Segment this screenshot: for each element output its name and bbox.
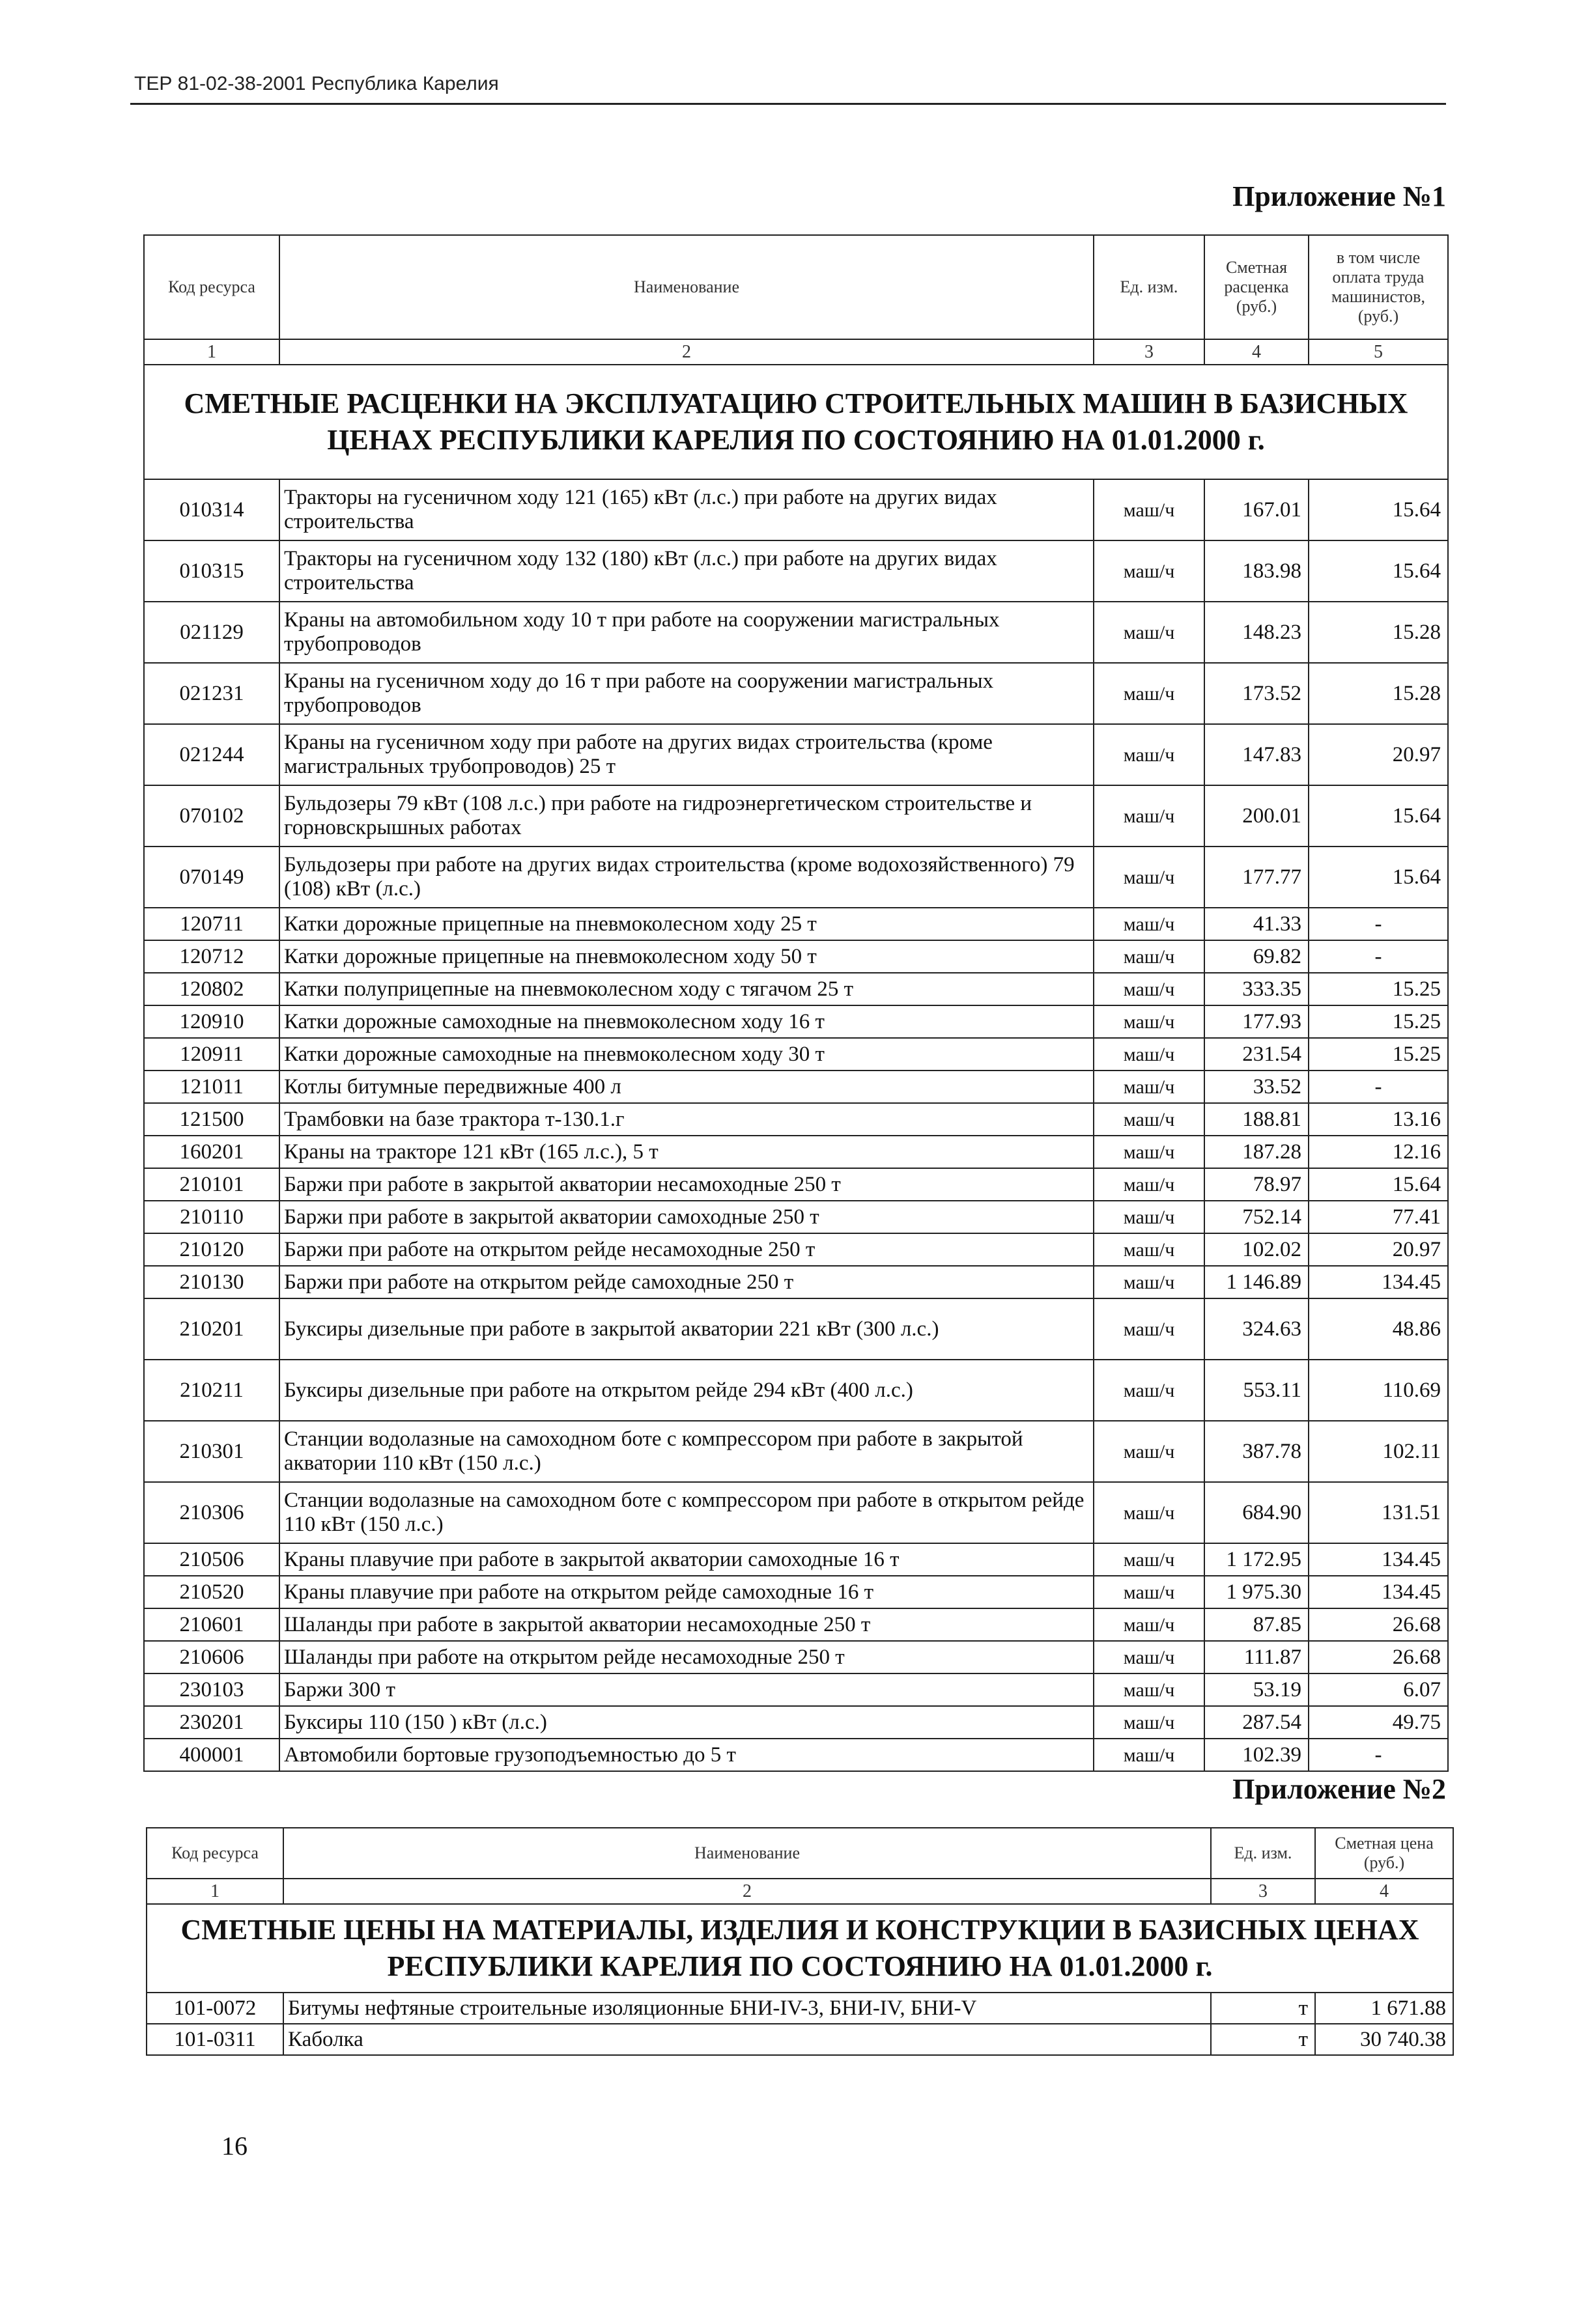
table-row [144,663,1448,724]
operator-wages: - [1309,908,1448,940]
estimated-rate: 102.39 [1204,1739,1309,1771]
resource-name: Битумы нефтяные строительные изоляционные БНИ-IV-3, БНИ-IV, БНИ-V [283,1993,1211,2024]
resource-name: Катки полуприцепные на пневмоколесном ходу с тягачом 25 т [279,973,1094,1005]
unit-of-measure: маш/ч [1094,1266,1204,1298]
unit-of-measure: маш/ч [1094,1360,1204,1421]
estimated-rate: 287.54 [1204,1706,1309,1739]
section-title: СМЕТНЫЕ РАСЦЕНКИ НА ЭКСПЛУАТАЦИЮ СТРОИТЕЛЬНЫХ МАШИН В БАЗИСНЫХ ЦЕНАХ РЕСПУБЛИКИ КАРЕЛИЯ ПО СОСТОЯНИЮ НА 01.01.2000 г. [144,365,1448,479]
estimated-rate: 41.33 [1204,908,1309,940]
estimated-rate: 78.97 [1204,1168,1309,1201]
unit-of-measure: маш/ч [1094,1543,1204,1576]
estimated-rate: 188.81 [1204,1103,1309,1136]
table-row [144,908,1448,940]
operator-wages: 102.11 [1309,1421,1448,1482]
unit-of-measure: маш/ч [1094,1233,1204,1266]
col-header-labor: в том числе оплата труда машинистов, (руб.) [1309,235,1448,339]
col-header-unit: Ед. изм. [1094,235,1204,339]
resource-name: Станции водолазные на самоходном боте с компрессором при работе в закрытой акватории 110 кВт (150 л.с.) [279,1421,1094,1482]
estimated-rate: 111.87 [1204,1641,1309,1673]
unit-of-measure: маш/ч [1094,1482,1204,1543]
appendix-1-title: Приложение №1 [1232,180,1446,212]
operator-wages: 15.64 [1309,847,1448,908]
estimated-rate: 231.54 [1204,1038,1309,1071]
operator-wages: 77.41 [1309,1201,1448,1233]
appendix-2-title: Приложение №2 [1232,1773,1446,1805]
resource-name: Баржи при работе на открытом рейде самоходные 250 т [279,1266,1094,1298]
unit-of-measure: маш/ч [1094,1103,1204,1136]
resource-code: 021231 [144,663,279,724]
operator-wages: 134.45 [1309,1576,1448,1608]
estimated-price: 1 671.88 [1315,1993,1453,2024]
table-row [144,1005,1448,1038]
unit-of-measure: маш/ч [1094,1168,1204,1201]
resource-code: 070149 [144,847,279,908]
resource-name: Шаланды при работе на открытом рейде несамоходные 250 т [279,1641,1094,1673]
section-banner-row [147,1904,1453,1993]
resource-code: 101-0072 [147,1993,283,2024]
table-row [144,1136,1448,1168]
unit-of-measure: маш/ч [1094,663,1204,724]
resource-name: Станции водолазные на самоходном боте с компрессором при работе в открытом рейде 110 кВт (150 л.с.) [279,1482,1094,1543]
operator-wages: - [1309,1739,1448,1771]
estimated-rate: 183.98 [1204,540,1309,602]
operator-wages: 134.45 [1309,1266,1448,1298]
resource-name: Краны на автомобильном ходу 10 т при работе на сооружении магистральных трубопроводов [279,602,1094,663]
operator-wages: 15.28 [1309,663,1448,724]
resource-name: Тракторы на гусеничном ходу 132 (180) кВт (л.с.) при работе на других видах строительства [279,540,1094,602]
resource-name: Катки дорожные самоходные на пневмоколесном ходу 16 т [279,1005,1094,1038]
resource-code: 230103 [144,1673,279,1706]
resource-code: 120910 [144,1005,279,1038]
estimated-rate: 752.14 [1204,1201,1309,1233]
operator-wages: 15.28 [1309,602,1448,663]
resource-code: 210110 [144,1201,279,1233]
resource-code: 120802 [144,973,279,1005]
resource-name: Краны на гусеничном ходу при работе на других видах строительства (кроме магистральных трубопроводов) 25 т [279,724,1094,785]
unit-of-measure: маш/ч [1094,1005,1204,1038]
estimated-price: 30 740.38 [1315,2024,1453,2055]
operator-wages: - [1309,1071,1448,1103]
estimated-rate: 553.11 [1204,1360,1309,1421]
unit-of-measure: маш/ч [1094,1038,1204,1071]
estimated-rate: 1 146.89 [1204,1266,1309,1298]
resource-name: Котлы битумные передвижные 400 л [279,1071,1094,1103]
col-header-name: Наименование [283,1828,1211,1879]
col-number: 1 [147,1879,283,1904]
resource-code: 230201 [144,1706,279,1739]
table-row [144,1233,1448,1266]
table-row [144,1673,1448,1706]
unit-of-measure: маш/ч [1094,908,1204,940]
table-row [144,1641,1448,1673]
operator-wages: 110.69 [1309,1360,1448,1421]
resource-code: 210201 [144,1298,279,1360]
col-header-code: Код ресурса [147,1828,283,1879]
estimated-rate: 177.77 [1204,847,1309,908]
estimated-rate: 387.78 [1204,1421,1309,1482]
estimated-rate: 1 172.95 [1204,1543,1309,1576]
resource-code: 160201 [144,1136,279,1168]
table-row [144,1071,1448,1103]
resource-name: Автомобили бортовые грузоподъемностью до 5 т [279,1739,1094,1771]
table-row [144,1421,1448,1482]
table-row [144,1576,1448,1608]
resource-code: 400001 [144,1739,279,1771]
unit-of-measure: маш/ч [1094,602,1204,663]
table-row [144,847,1448,908]
unit-of-measure: маш/ч [1094,847,1204,908]
col-number: 5 [1309,339,1448,365]
operator-wages: 12.16 [1309,1136,1448,1168]
operator-wages: 6.07 [1309,1673,1448,1706]
page-number: 16 [221,2131,248,2161]
resource-name: Краны на тракторе 121 кВт (165 л.с.), 5 т [279,1136,1094,1168]
unit-of-measure: маш/ч [1094,1071,1204,1103]
col-header-price: Сметная цена (руб.) [1315,1828,1453,1879]
estimated-rate: 33.52 [1204,1071,1309,1103]
estimated-rate: 167.01 [1204,479,1309,540]
estimated-rate: 1 975.30 [1204,1576,1309,1608]
table-row [144,1482,1448,1543]
col-number: 3 [1094,339,1204,365]
column-number-row [147,1879,1453,1904]
unit-of-measure: маш/ч [1094,724,1204,785]
estimated-rate: 69.82 [1204,940,1309,973]
resource-code: 210120 [144,1233,279,1266]
estimated-rate: 187.28 [1204,1136,1309,1168]
operator-wages: 131.51 [1309,1482,1448,1543]
col-number: 2 [279,339,1094,365]
operator-wages: 15.25 [1309,1038,1448,1071]
operator-wages: 13.16 [1309,1103,1448,1136]
unit-of-measure: маш/ч [1094,1739,1204,1771]
running-header: ТЕР 81-02-38-2001 Республика Карелия [134,73,499,94]
resource-name: Баржи при работе в закрытой акватории несамоходные 250 т [279,1168,1094,1201]
table-row [144,940,1448,973]
resource-code: 210520 [144,1576,279,1608]
unit-of-measure: маш/ч [1094,540,1204,602]
resource-code: 210506 [144,1543,279,1576]
table-row [144,1298,1448,1360]
unit-of-measure: маш/ч [1094,1706,1204,1739]
operator-wages: 20.97 [1309,724,1448,785]
resource-code: 101-0311 [147,2024,283,2055]
resource-name: Краны на гусеничном ходу до 16 т при работе на сооружении магистральных трубопроводов [279,663,1094,724]
resource-code: 121011 [144,1071,279,1103]
table-row [144,1543,1448,1576]
col-header-unit: Ед. изм. [1211,1828,1315,1879]
operator-wages: 15.64 [1309,1168,1448,1201]
estimated-rate: 333.35 [1204,973,1309,1005]
resource-name: Катки дорожные прицепные на пневмоколесном ходу 25 т [279,908,1094,940]
resource-name: Баржи 300 т [279,1673,1094,1706]
operator-wages: 20.97 [1309,1233,1448,1266]
resource-name: Бульдозеры при работе на других видах строительства (кроме водохозяйственного) 79 (108) кВт (л.с.) [279,847,1094,908]
table-row [144,1266,1448,1298]
operator-wages: 134.45 [1309,1543,1448,1576]
unit-of-measure: маш/ч [1094,973,1204,1005]
col-header-price: Сметная расценка (руб.) [1204,235,1309,339]
col-number: 2 [283,1879,1211,1904]
table-row [144,1038,1448,1071]
resource-name: Трамбовки на базе трактора т-130.1.г [279,1103,1094,1136]
operator-wages: 15.25 [1309,1005,1448,1038]
col-number: 3 [1211,1879,1315,1904]
materials-price-table [146,1827,1454,2056]
operator-wages: 15.64 [1309,540,1448,602]
col-header-code: Код ресурса [144,235,279,339]
unit-of-measure: маш/ч [1094,1421,1204,1482]
resource-code: 120911 [144,1038,279,1071]
table-row [144,1360,1448,1421]
resource-code: 120712 [144,940,279,973]
resource-code: 210211 [144,1360,279,1421]
table-header-row [144,235,1448,339]
resource-name: Краны плавучие при работе в закрытой акватории самоходные 16 т [279,1543,1094,1576]
resource-code: 010314 [144,479,279,540]
resource-code: 210130 [144,1266,279,1298]
operator-wages: 15.64 [1309,785,1448,847]
resource-name: Каболка [283,2024,1211,2055]
table-row [144,479,1448,540]
resource-code: 120711 [144,908,279,940]
table-row [144,1706,1448,1739]
table-row [144,1608,1448,1641]
section-banner-row [144,365,1448,479]
operator-wages: 15.25 [1309,973,1448,1005]
resource-name: Шаланды при работе в закрытой акватории несамоходные 250 т [279,1608,1094,1641]
resource-name: Бульдозеры 79 кВт (108 л.с.) при работе на гидроэнергетическом строительстве и горновскрышных работах [279,785,1094,847]
resource-name: Буксиры 110 (150 ) кВт (л.с.) [279,1706,1094,1739]
unit-of-measure: маш/ч [1094,785,1204,847]
resource-name: Краны плавучие при работе на открытом рейде самоходные 16 т [279,1576,1094,1608]
table-row [144,1168,1448,1201]
unit-of-measure: т [1211,1993,1315,2024]
table-row [147,1993,1453,2024]
unit-of-measure: маш/ч [1094,1136,1204,1168]
resource-name: Катки дорожные прицепные на пневмоколесном ходу 50 т [279,940,1094,973]
table-row [144,973,1448,1005]
estimated-rate: 147.83 [1204,724,1309,785]
estimated-rate: 53.19 [1204,1673,1309,1706]
operator-wages: - [1309,940,1448,973]
estimated-rate: 102.02 [1204,1233,1309,1266]
estimated-rate: 324.63 [1204,1298,1309,1360]
unit-of-measure: маш/ч [1094,1641,1204,1673]
unit-of-measure: маш/ч [1094,1608,1204,1641]
resource-code: 210601 [144,1608,279,1641]
unit-of-measure: маш/ч [1094,479,1204,540]
table-row [144,1201,1448,1233]
col-number: 4 [1315,1879,1453,1904]
unit-of-measure: маш/ч [1094,1673,1204,1706]
resource-code: 010315 [144,540,279,602]
table-row [144,785,1448,847]
resource-name: Катки дорожные самоходные на пневмоколесном ходу 30 т [279,1038,1094,1071]
estimated-rate: 148.23 [1204,602,1309,663]
unit-of-measure: маш/ч [1094,1201,1204,1233]
resource-code: 021129 [144,602,279,663]
unit-of-measure: маш/ч [1094,1576,1204,1608]
operator-wages: 48.86 [1309,1298,1448,1360]
unit-of-measure: маш/ч [1094,1298,1204,1360]
col-number: 4 [1204,339,1309,365]
table-row [144,602,1448,663]
section-title: СМЕТНЫЕ ЦЕНЫ НА МАТЕРИАЛЫ, ИЗДЕЛИЯ И КОНСТРУКЦИИ В БАЗИСНЫХ ЦЕНАХ РЕСПУБЛИКИ КАРЕЛИЯ ПО СОСТОЯНИЮ НА 01.01.2000 г. [147,1904,1453,1993]
resource-code: 210101 [144,1168,279,1201]
table-row [144,1739,1448,1771]
estimated-rate: 200.01 [1204,785,1309,847]
table-row [144,1103,1448,1136]
resource-code: 210606 [144,1641,279,1673]
resource-code: 070102 [144,785,279,847]
resource-name: Тракторы на гусеничном ходу 121 (165) кВт (л.с.) при работе на других видах строительства [279,479,1094,540]
estimated-rate: 684.90 [1204,1482,1309,1543]
column-number-row [144,339,1448,365]
header-rule [130,103,1446,105]
operator-wages: 15.64 [1309,479,1448,540]
resource-code: 210306 [144,1482,279,1543]
col-header-name: Наименование [279,235,1094,339]
unit-of-measure: т [1211,2024,1315,2055]
estimated-rate: 177.93 [1204,1005,1309,1038]
machines-price-table [143,234,1449,1772]
resource-name: Буксиры дизельные при работе в закрытой акватории 221 кВт (300 л.с.) [279,1298,1094,1360]
operator-wages: 26.68 [1309,1641,1448,1673]
table-row [144,724,1448,785]
col-number: 1 [144,339,279,365]
resource-code: 021244 [144,724,279,785]
operator-wages: 49.75 [1309,1706,1448,1739]
operator-wages: 26.68 [1309,1608,1448,1641]
resource-name: Баржи при работе на открытом рейде несамоходные 250 т [279,1233,1094,1266]
resource-name: Баржи при работе в закрытой акватории самоходные 250 т [279,1201,1094,1233]
unit-of-measure: маш/ч [1094,940,1204,973]
resource-code: 121500 [144,1103,279,1136]
table-header-row [147,1828,1453,1879]
table-row [144,540,1448,602]
estimated-rate: 87.85 [1204,1608,1309,1641]
table-row [147,2024,1453,2055]
resource-name: Буксиры дизельные при работе на открытом рейде 294 кВт (400 л.с.) [279,1360,1094,1421]
estimated-rate: 173.52 [1204,663,1309,724]
resource-code: 210301 [144,1421,279,1482]
